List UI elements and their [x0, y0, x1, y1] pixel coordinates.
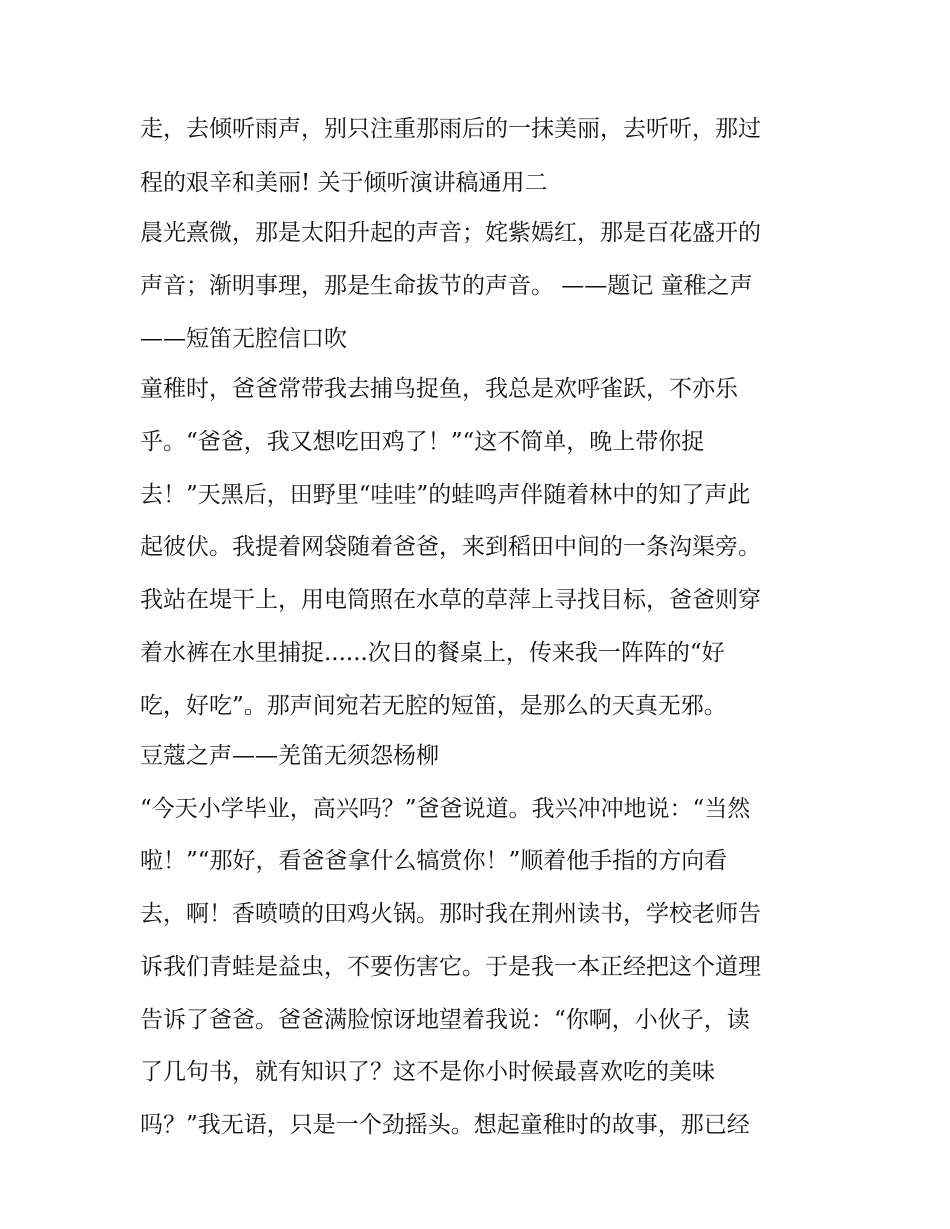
text-line: 啦！”“那好，看爸爸拿什么犒赏你！”顺着他手指的方向看: [140, 848, 728, 874]
text-line: 晨光熹微，那是太阳升起的声音；姹紫嫣红，那是百花盛开的: [140, 220, 761, 246]
section-heading: 豆蔻之声——羌笛无须怨杨柳: [140, 743, 439, 769]
text-line: 吗？”我无语，只是一个劲摇头。想起童稚时的故事，那已经: [140, 1112, 750, 1138]
text-line: 声音；渐明事理，那是生命拔节的声音。 ——题记 童稚之声: [140, 273, 753, 299]
text-line: 去，啊！香喷喷的田鸡火锅。那时我在荆州读书，学校老师告: [140, 901, 761, 927]
text-line: ——短笛无腔信口吹: [140, 326, 347, 352]
text-line: 吃，好吃”。那声间宛若无腔的短笛，是那么的天真无邪。: [140, 693, 727, 719]
text-line: “今天小学毕业，高兴吗？”爸爸说道。我兴冲冲地说：“当然: [140, 796, 751, 822]
text-line: 了几句书，就有知识了？这不是你小时候最喜欢吃的美味: [140, 1059, 715, 1085]
text-line: 童稚时，爸爸常带我去捕鸟捉鱼，我总是欢呼雀跃，不亦乐: [140, 376, 738, 402]
text-line: 诉我们青蛙是益虫，不要伤害它。于是我一本正经把这个道理: [140, 954, 761, 980]
text-line: 着水裤在水里捕捉......次日的餐桌上，传来我一阵阵的“好: [140, 640, 725, 666]
text-line: 走，去倾听雨声，别只注重那雨后的一抹美丽，去听听，那过: [140, 116, 761, 142]
text-line: 起彼伏。我提着网袋随着爸爸，来到稻田中间的一条沟渠旁。: [140, 534, 761, 560]
text-line: 程的艰辛和美丽! 关于倾听演讲稿通用二: [140, 170, 548, 196]
text-line: 我站在堤干上，用电筒照在水草的草萍上寻找目标，爸爸则穿: [140, 587, 761, 613]
text-line: 去！”天黑后，田野里“哇哇”的蛙鸣声伴随着林中的知了声此: [140, 482, 751, 508]
text-line: 告诉了爸爸。爸爸满脸惊讶地望着我说：“你啊，小伙子，读: [140, 1007, 750, 1033]
text-line: 乎。“爸爸，我又想吃田鸡了！”“这不简单，晚上带你捉: [140, 429, 705, 455]
